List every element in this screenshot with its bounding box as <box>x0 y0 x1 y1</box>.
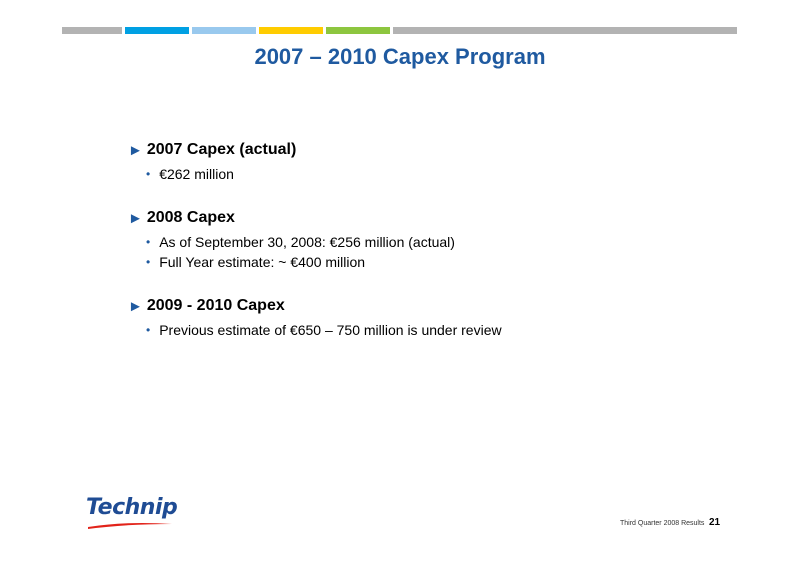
section-heading <box>128 294 728 318</box>
list-item <box>146 164 728 184</box>
bar-segment <box>125 27 189 34</box>
logo-text: Technip <box>86 495 178 520</box>
technip-logo <box>86 495 176 535</box>
bar-segment <box>192 27 256 34</box>
arrow-icon: ► <box>128 141 143 159</box>
page-number: 21 <box>709 517 721 528</box>
list-item <box>146 252 728 272</box>
bullet-icon: • <box>146 323 151 337</box>
bar-segment <box>62 27 122 34</box>
bullet-list <box>146 320 728 340</box>
logo-swoosh-icon <box>86 521 176 529</box>
bullet-text: €262 million <box>159 166 234 182</box>
section-heading <box>128 138 728 162</box>
bullet-list <box>146 164 728 184</box>
bullet-text: Full Year estimate: ~ €400 million <box>159 254 366 270</box>
page-title: 2007 – 2010 Capex Program <box>254 44 546 69</box>
footer-text: Third Quarter 2008 Results <box>620 520 705 527</box>
section-heading <box>128 206 728 230</box>
arrow-icon: ► <box>128 297 143 315</box>
bar-segment <box>326 27 390 34</box>
bullet-icon: • <box>146 167 151 181</box>
section-2007 <box>128 138 728 184</box>
list-item <box>146 320 728 340</box>
slide-content <box>128 138 728 362</box>
section-heading-label: 2008 Capex <box>146 209 235 226</box>
bullet-list <box>146 232 728 272</box>
bullet-text: As of September 30, 2008: €256 million (actual) <box>159 234 455 250</box>
section-heading-label: 2009 - 2010 Capex <box>146 297 285 314</box>
arrow-icon: ► <box>128 209 143 227</box>
section-heading-label: 2007 Capex (actual) <box>146 141 297 158</box>
bullet-icon: • <box>146 235 151 249</box>
bullet-icon: • <box>146 255 151 269</box>
bar-segment <box>393 27 737 34</box>
section-2009-2010 <box>128 294 728 340</box>
list-item <box>146 232 728 252</box>
section-2008 <box>128 206 728 272</box>
top-color-bar <box>62 27 740 34</box>
bar-segment <box>259 27 323 34</box>
bullet-text: Previous estimate of €650 – 750 million is under review <box>159 322 502 338</box>
